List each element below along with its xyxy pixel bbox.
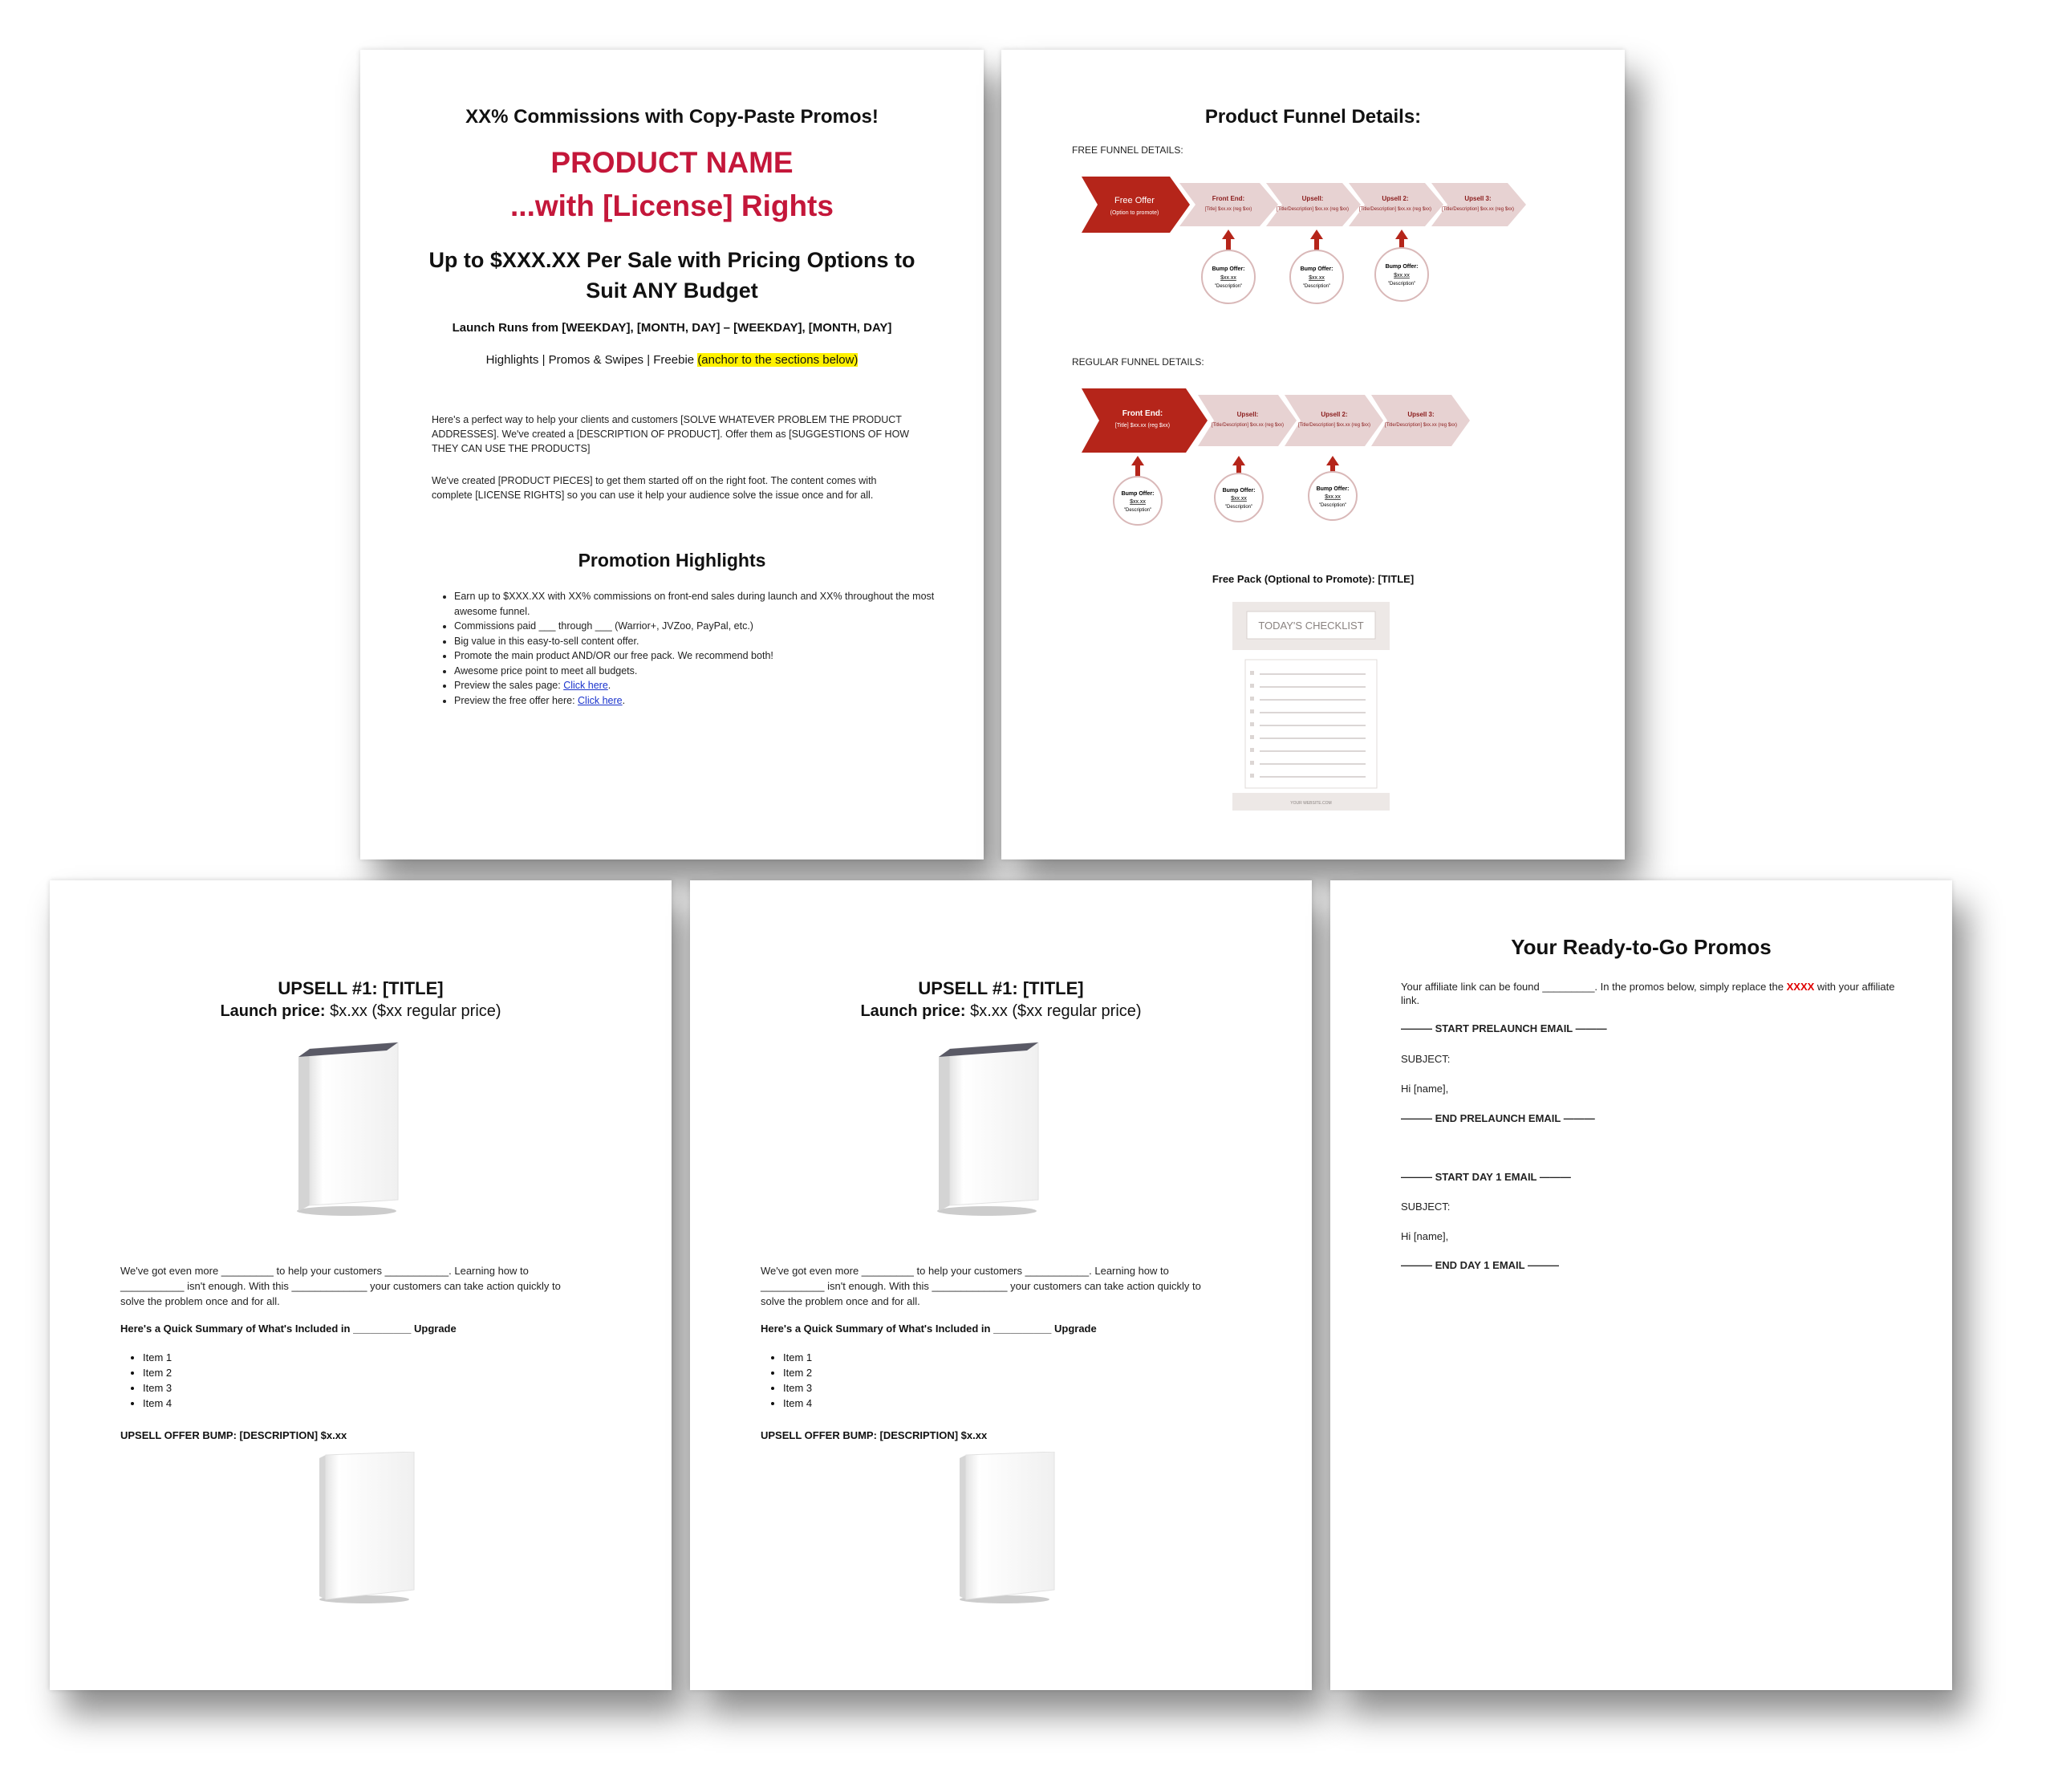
step-sub: (Option to promote) <box>1110 210 1159 216</box>
list-item: • Earn up to $XXX.XX with XX% commissions on front-end sales during launch and XX% throughout the most awesome funnel. <box>454 589 936 619</box>
step-title: Front End: <box>1122 409 1163 418</box>
preview-sales-label: Preview the sales page: <box>454 680 561 691</box>
bump-offer-2 <box>1215 456 1263 522</box>
svg-text:"Description": "Description" <box>1224 505 1253 510</box>
bump-cover-image <box>315 1452 419 1604</box>
svg-text:Bump Offer:: Bump Offer: <box>1300 266 1333 272</box>
svg-text:"Description": "Description" <box>1214 284 1243 289</box>
upsell-offer-bump: UPSELL OFFER BUMP: [DESCRIPTION] $x.xx <box>120 1429 347 1441</box>
svg-text:$xx.xx: $xx.xx <box>1394 273 1410 278</box>
page-upsell-1-copy <box>690 880 1312 1690</box>
step-sub: [Title] $xx.xx (reg $xx) <box>1204 207 1252 212</box>
summary-heading: Here's a Quick Summary of What's Included in __________ Upgrade <box>120 1323 457 1335</box>
upsell-2-step <box>1285 395 1383 446</box>
list-item: • Promote the main product AND/OR our free pack. We recommend both! <box>454 648 936 664</box>
intro-paragraph-2: We've created [PRODUCT PIECES] to get them started off on the right foot. The content comes with complete [LICENSE RIGHTS] so you can use it help your audience solve the issue once and for all. <box>432 475 877 501</box>
front-end-step <box>1082 388 1208 453</box>
free-funnel-diagram <box>1082 177 1563 337</box>
page-ready-promos <box>1330 880 1952 1690</box>
promotion-highlights-heading: Promotion Highlights <box>578 550 766 571</box>
bump-offer-1 <box>1202 230 1255 303</box>
regular-funnel-diagram <box>1082 388 1531 565</box>
bump-offer-3 <box>1375 230 1428 301</box>
list-item: • Item 3 <box>143 1380 172 1396</box>
upsell-step <box>1266 183 1361 226</box>
end-prelaunch-marker: ——— END PRELAUNCH EMAIL ——— <box>1401 1112 1595 1124</box>
subject-line: SUBJECT: <box>1401 1201 1451 1213</box>
bump-cover-image <box>955 1452 1059 1604</box>
step-title: Upsell: <box>1301 195 1324 202</box>
svg-text:Bump Offer:: Bump Offer: <box>1385 264 1419 270</box>
step-title: Upsell 2: <box>1382 195 1409 202</box>
section-nav <box>360 353 984 367</box>
affiliate-placeholder: XXXX <box>1786 981 1815 993</box>
step-title: Upsell 2: <box>1321 411 1348 418</box>
svg-text:TODAY'S CHECKLIST: TODAY'S CHECKLIST <box>1258 620 1364 632</box>
section-nav-note: (anchor to the sections below) <box>697 353 859 367</box>
step-sub: [Title/Description] $xx.xx (reg $xx) <box>1358 207 1432 212</box>
start-day1-marker: ——— START DAY 1 EMAIL ——— <box>1401 1171 1571 1183</box>
list-item: • Item 2 <box>143 1365 172 1380</box>
step-title: Upsell 3: <box>1464 195 1492 202</box>
step-title: Front End: <box>1212 195 1245 202</box>
sales-page-link[interactable]: Click here <box>563 680 608 691</box>
price-value: $x.xx ($xx regular price) <box>970 1002 1142 1020</box>
svg-text:Bump Offer:: Bump Offer: <box>1212 266 1245 272</box>
upsell-offer-bump: UPSELL OFFER BUMP: [DESCRIPTION] $x.xx <box>761 1429 988 1441</box>
svg-text:"Description": "Description" <box>1387 282 1416 286</box>
list-item: • Item 4 <box>783 1396 812 1411</box>
checklist-thumbnail <box>1232 602 1393 812</box>
upsell-title: UPSELL #1: [TITLE] <box>278 978 444 998</box>
intro-text: Your affiliate link can be found _________. In the promos below, simply replace the <box>1401 981 1784 993</box>
end-day1-marker: ——— END DAY 1 EMAIL ——— <box>1401 1259 1559 1271</box>
subject-line: SUBJECT: <box>1401 1053 1451 1065</box>
upsell-description: We've got even more _________ to help your customers ___________. Learning how to ___________ isn't enough. With this _____________ your customers can take action quickly to solve the problem once and for all. <box>120 1265 561 1307</box>
svg-text:$xx.xx: $xx.xx <box>1231 496 1247 502</box>
upsell-2-step <box>1349 183 1443 226</box>
affiliate-intro <box>1401 980 1898 1007</box>
step-sub: [Title/Description] $xx.xx (reg $xx) <box>1211 423 1285 428</box>
intro-paragraph-1: Here's a perfect way to help your clients and customers [SOLVE WHATEVER PROBLEM THE PRODUCT ADDRESSES]. We've created a [DESCRIPTION OF PRODUCT]. Offer them as [SUGGESTIONS OF HOW THEY CAN USE THE PRODUCTS] <box>432 414 910 454</box>
price-value: $x.xx ($xx regular price) <box>330 1002 501 1020</box>
upsell-3-step <box>1431 183 1526 226</box>
greeting: Hi [name], <box>1401 1083 1449 1095</box>
front-end-step <box>1179 183 1278 226</box>
step-sub: [Title/Description] $xx.xx (reg $xx) <box>1276 207 1350 212</box>
svg-text:YOUR WEBSITE.COM: YOUR WEBSITE.COM <box>1290 801 1332 806</box>
step-title: Free Offer <box>1114 196 1155 205</box>
ebook-cover-image <box>931 1041 1043 1217</box>
bump-offer-2 <box>1290 230 1343 303</box>
launch-dates: Launch Runs from [WEEKDAY], [MONTH, DAY] – [WEEKDAY], [MONTH, DAY] <box>452 321 892 335</box>
promos-title: Your Ready-to-Go Promos <box>1511 935 1772 959</box>
license-rights: ...with [License] Rights <box>510 189 834 222</box>
list-item: • Awesome price point to meet all budgets. <box>454 664 936 679</box>
step-title: Upsell: <box>1236 411 1259 418</box>
list-item: • Item 4 <box>143 1396 172 1411</box>
free-offer-link[interactable]: Click here <box>578 694 623 706</box>
svg-text:"Description": "Description" <box>1318 503 1347 508</box>
greeting: Hi [name], <box>1401 1230 1449 1242</box>
commission-header: XX% Commissions with Copy-Paste Promos! <box>465 106 879 128</box>
list-item: • Item 2 <box>783 1365 812 1380</box>
bump-offer-1 <box>1114 456 1162 525</box>
page-promo-overview <box>360 50 984 859</box>
price-label: Launch price: <box>220 1002 326 1020</box>
svg-text:$xx.xx: $xx.xx <box>1325 494 1341 500</box>
svg-text:Bump Offer:: Bump Offer: <box>1222 488 1256 494</box>
launch-price <box>690 1002 1312 1021</box>
product-name: PRODUCT NAME <box>550 146 794 179</box>
highlights-list <box>432 589 936 708</box>
bump-offer-3 <box>1309 456 1357 520</box>
preview-free-label: Preview the free offer here: <box>454 694 575 706</box>
funnel-title: Product Funnel Details: <box>1204 106 1422 128</box>
list-item: • Big value in this easy-to-sell content offer. <box>454 634 936 649</box>
list-item: • Item 3 <box>783 1380 812 1396</box>
step-sub: [Title] $xx.xx (reg $xx) <box>1114 423 1171 429</box>
upsell-description: We've got even more _________ to help your customers ___________. Learning how to ___________ isn't enough. With this _____________ your customers can take action quickly to solve the problem once and for all. <box>761 1265 1201 1307</box>
step-sub: [Title/Description] $xx.xx (reg $xx) <box>1297 423 1371 428</box>
svg-text:$xx.xx: $xx.xx <box>1220 275 1236 281</box>
ebook-cover-image <box>290 1041 403 1217</box>
summary-heading: Here's a Quick Summary of What's Included in __________ Upgrade <box>761 1323 1097 1335</box>
svg-text:Bump Offer:: Bump Offer: <box>1316 486 1350 492</box>
page-funnel-details <box>1001 50 1625 859</box>
items-list <box>761 1350 812 1411</box>
list-item: • Item 1 <box>143 1350 172 1365</box>
upsell-step <box>1198 395 1297 446</box>
intro-text-end: with your affiliate link. <box>1401 981 1895 1006</box>
step-title: Upsell 3: <box>1407 411 1435 418</box>
items-list <box>120 1350 172 1411</box>
upsell-3-step <box>1371 395 1470 446</box>
step-sub: [Title/Description] $xx.xx (reg $xx) <box>1384 423 1458 428</box>
step-sub: [Title/Description] $xx.xx (reg $xx) <box>1441 207 1515 212</box>
svg-text:Bump Offer:: Bump Offer: <box>1121 491 1155 497</box>
start-prelaunch-marker: ——— START PRELAUNCH EMAIL ——— <box>1401 1022 1607 1034</box>
upsell-title: UPSELL #1: [TITLE] <box>918 978 1084 998</box>
page-upsell-1 <box>50 880 672 1690</box>
svg-text:$xx.xx: $xx.xx <box>1130 499 1146 505</box>
list-item: • Preview the free offer here: Click here. <box>454 693 936 709</box>
regular-funnel-label: REGULAR FUNNEL DETAILS: <box>1072 356 1204 368</box>
launch-price <box>50 1002 672 1021</box>
svg-text:$xx.xx: $xx.xx <box>1309 275 1325 281</box>
list-item: • Commissions paid ___ through ___ (Warrior+, JVZoo, PayPal, etc.) <box>454 619 936 634</box>
svg-text:"Description": "Description" <box>1123 508 1152 513</box>
list-item: • Preview the sales page: Click here. <box>454 678 936 693</box>
svg-text:"Description": "Description" <box>1302 284 1331 289</box>
price-label: Launch price: <box>860 1002 966 1020</box>
free-funnel-label: FREE FUNNEL DETAILS: <box>1072 144 1183 156</box>
free-pack-label: Free Pack (Optional to Promote): [TITLE] <box>1212 573 1415 585</box>
section-nav-links[interactable]: Highlights | Promos & Swipes | Freebie <box>485 353 695 367</box>
list-item: • Item 1 <box>783 1350 812 1365</box>
pricing-subheading: Up to $XXX.XX Per Sale with Pricing Options to Suit ANY Budget <box>428 248 915 303</box>
